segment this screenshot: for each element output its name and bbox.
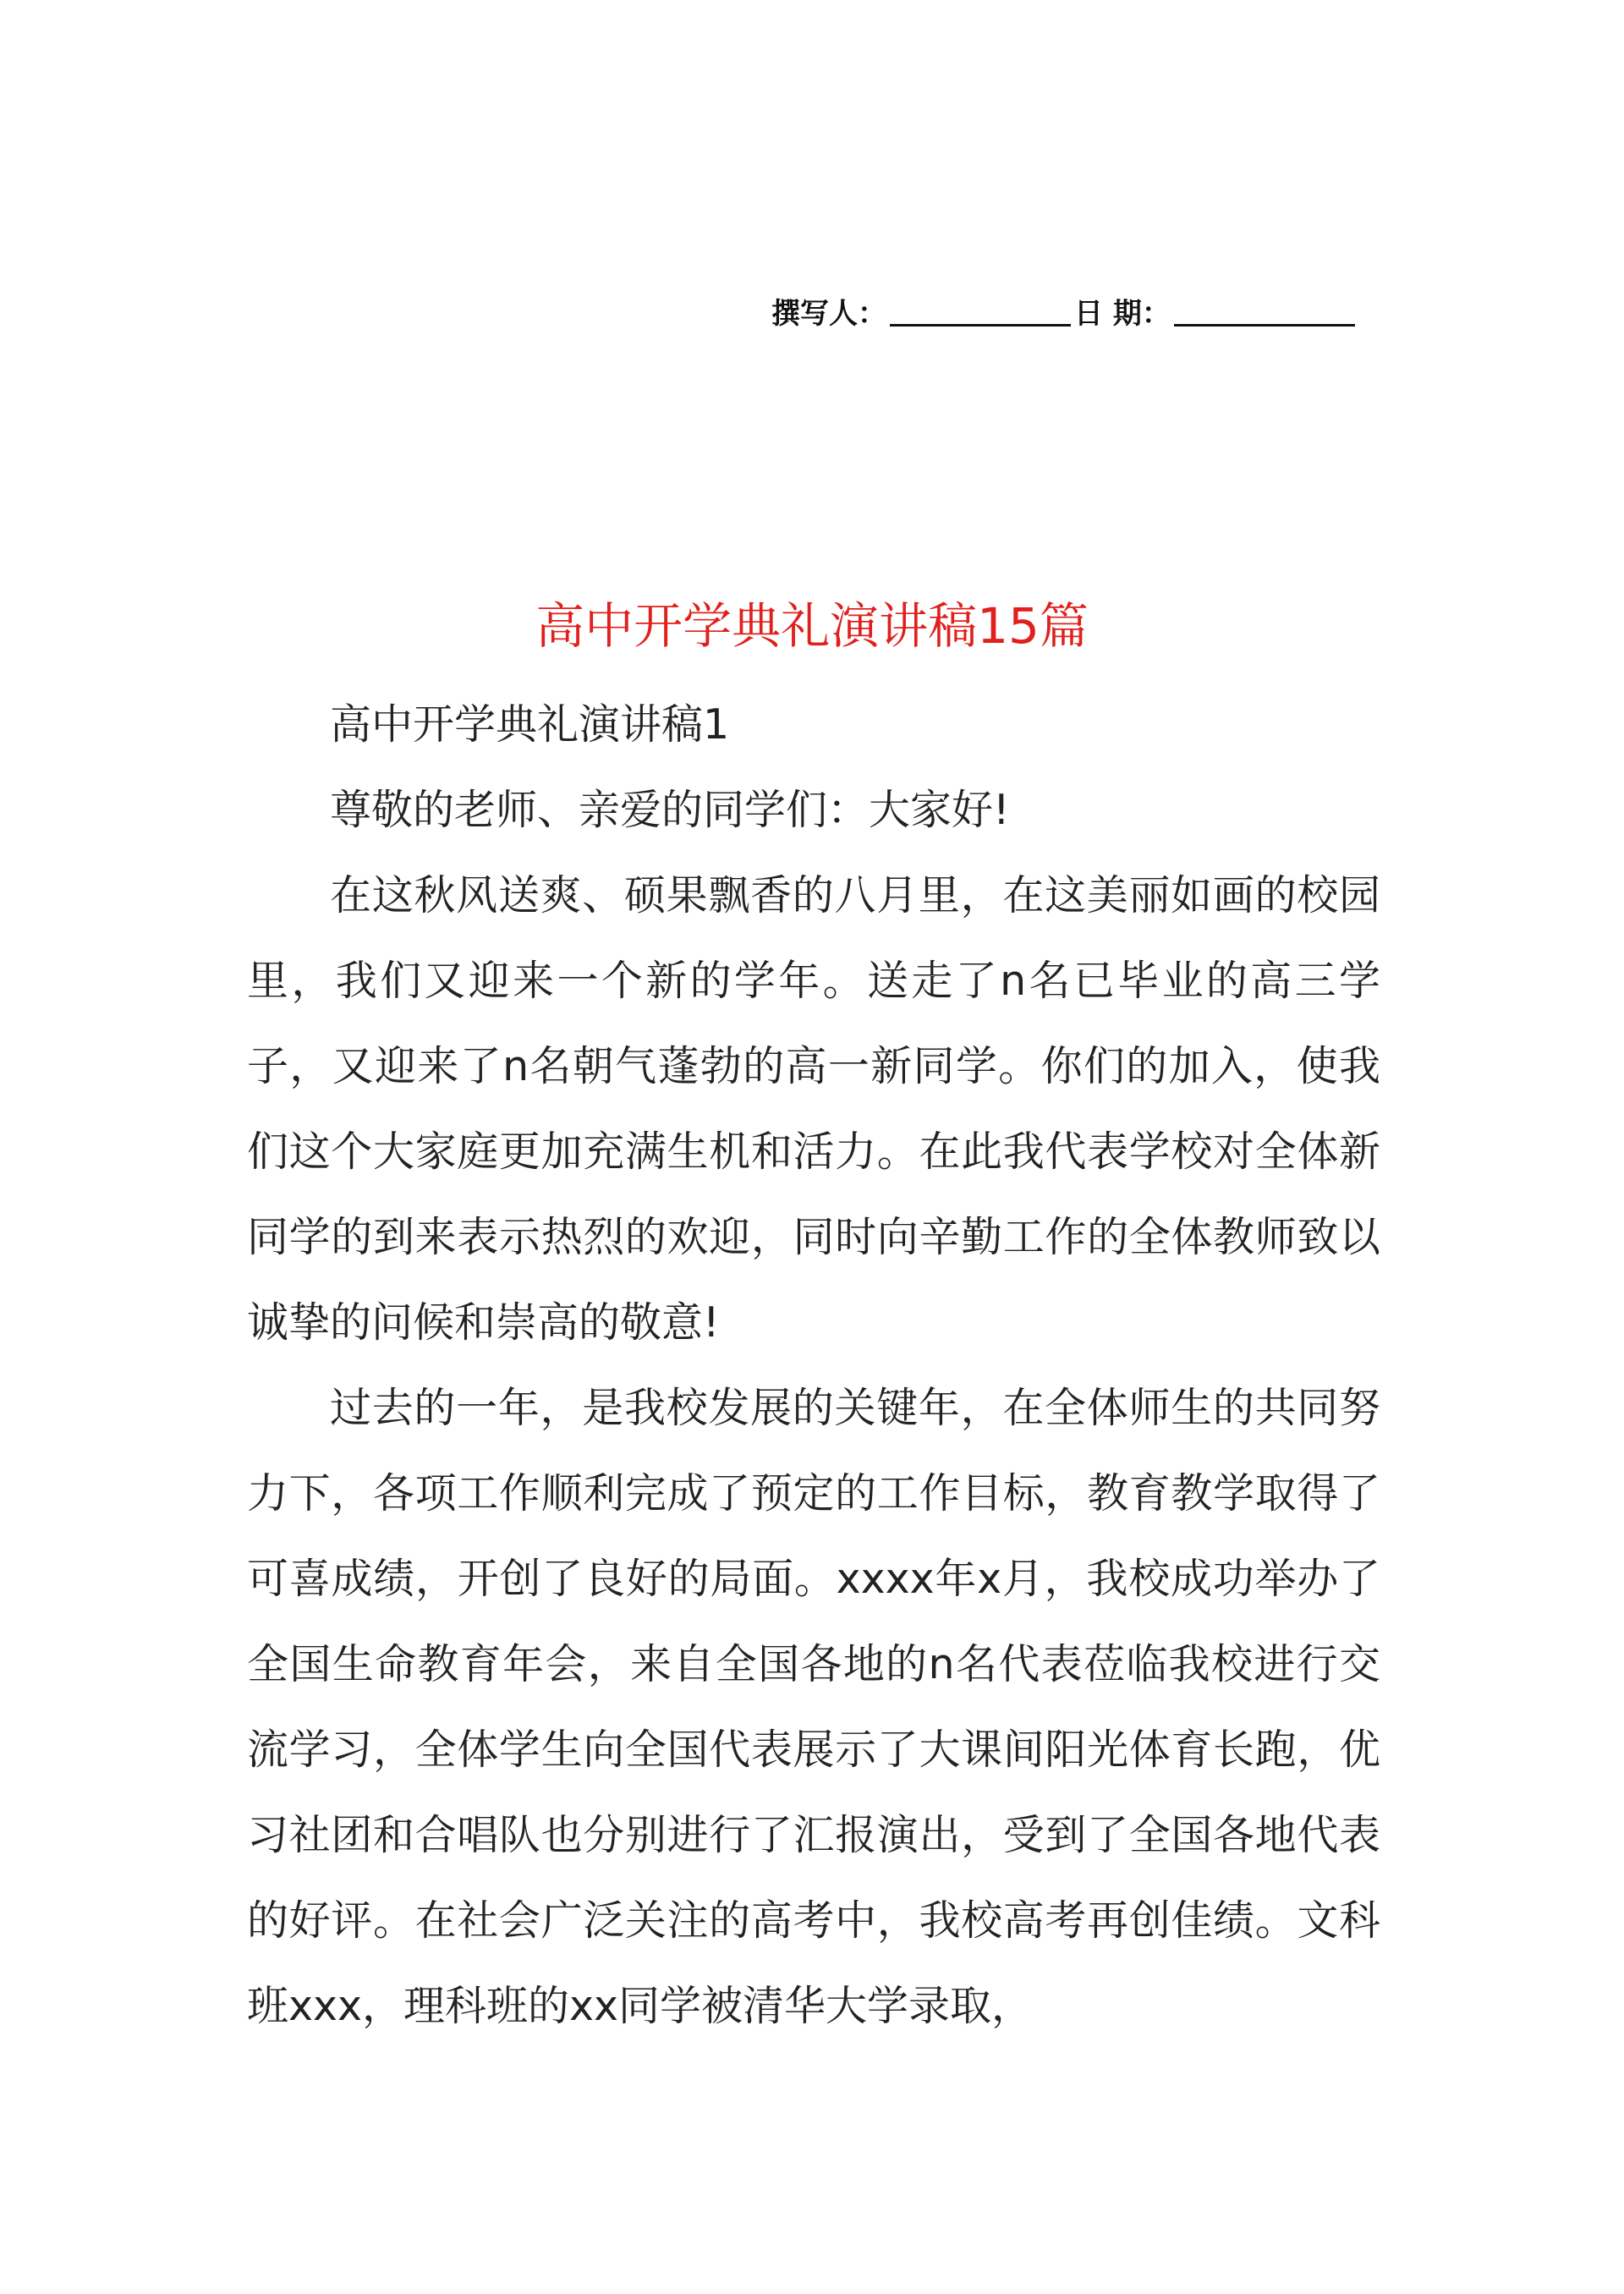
section-heading: 高中开学典礼演讲稿1: [330, 700, 730, 749]
date-label: 日 期：: [1074, 297, 1171, 331]
date-blank: [1174, 290, 1355, 327]
paragraph-2: 过去的一年，是我校发展的关键年，在全体师生的共同努力下，各项工作顺利完成了预定的工作目标，教育教学取得了可喜成绩，开创了良好的局面。xxxx年x月，我校成功举办了全国生命教育年会，来自全国各地的n名代表莅临我校进行交流学习，全体学生向全国代表展示了大课间阳光体育长跑，优习社团和合唱队也分别进行了汇报演出，受到了全国各地代表的好评。在社会广泛关注的高考中，我校高考再创佳绩。文科班xxx，理科班的xx同学被清华大学录取，: [247, 1384, 1380, 2030]
signature-line: [771, 281, 1384, 332]
document-body: [247, 682, 1380, 2049]
author-blank: [890, 290, 1071, 327]
author-label: 撰写人：: [771, 297, 886, 331]
document-title: 高中开学典礼演讲稿15篇: [535, 597, 1089, 655]
salutation: 尊敬的老师、亲爱的同学们：大家好!: [330, 786, 1010, 834]
paragraph-1: 在这秋风送爽、硕果飘香的八月里，在这美丽如画的校园里，我们又迎来一个新的学年。送走了n名已毕业的高三学子，又迎来了n名朝气蓬勃的高一新同学。你们的加入，使我们这个大家庭更加充满生机和活力。在此我代表学校对全体新同学的到来表示热烈的欢迎，同时向辛勤工作的全体教师致以诚挚的问候和崇高的敬意!: [247, 871, 1380, 1347]
